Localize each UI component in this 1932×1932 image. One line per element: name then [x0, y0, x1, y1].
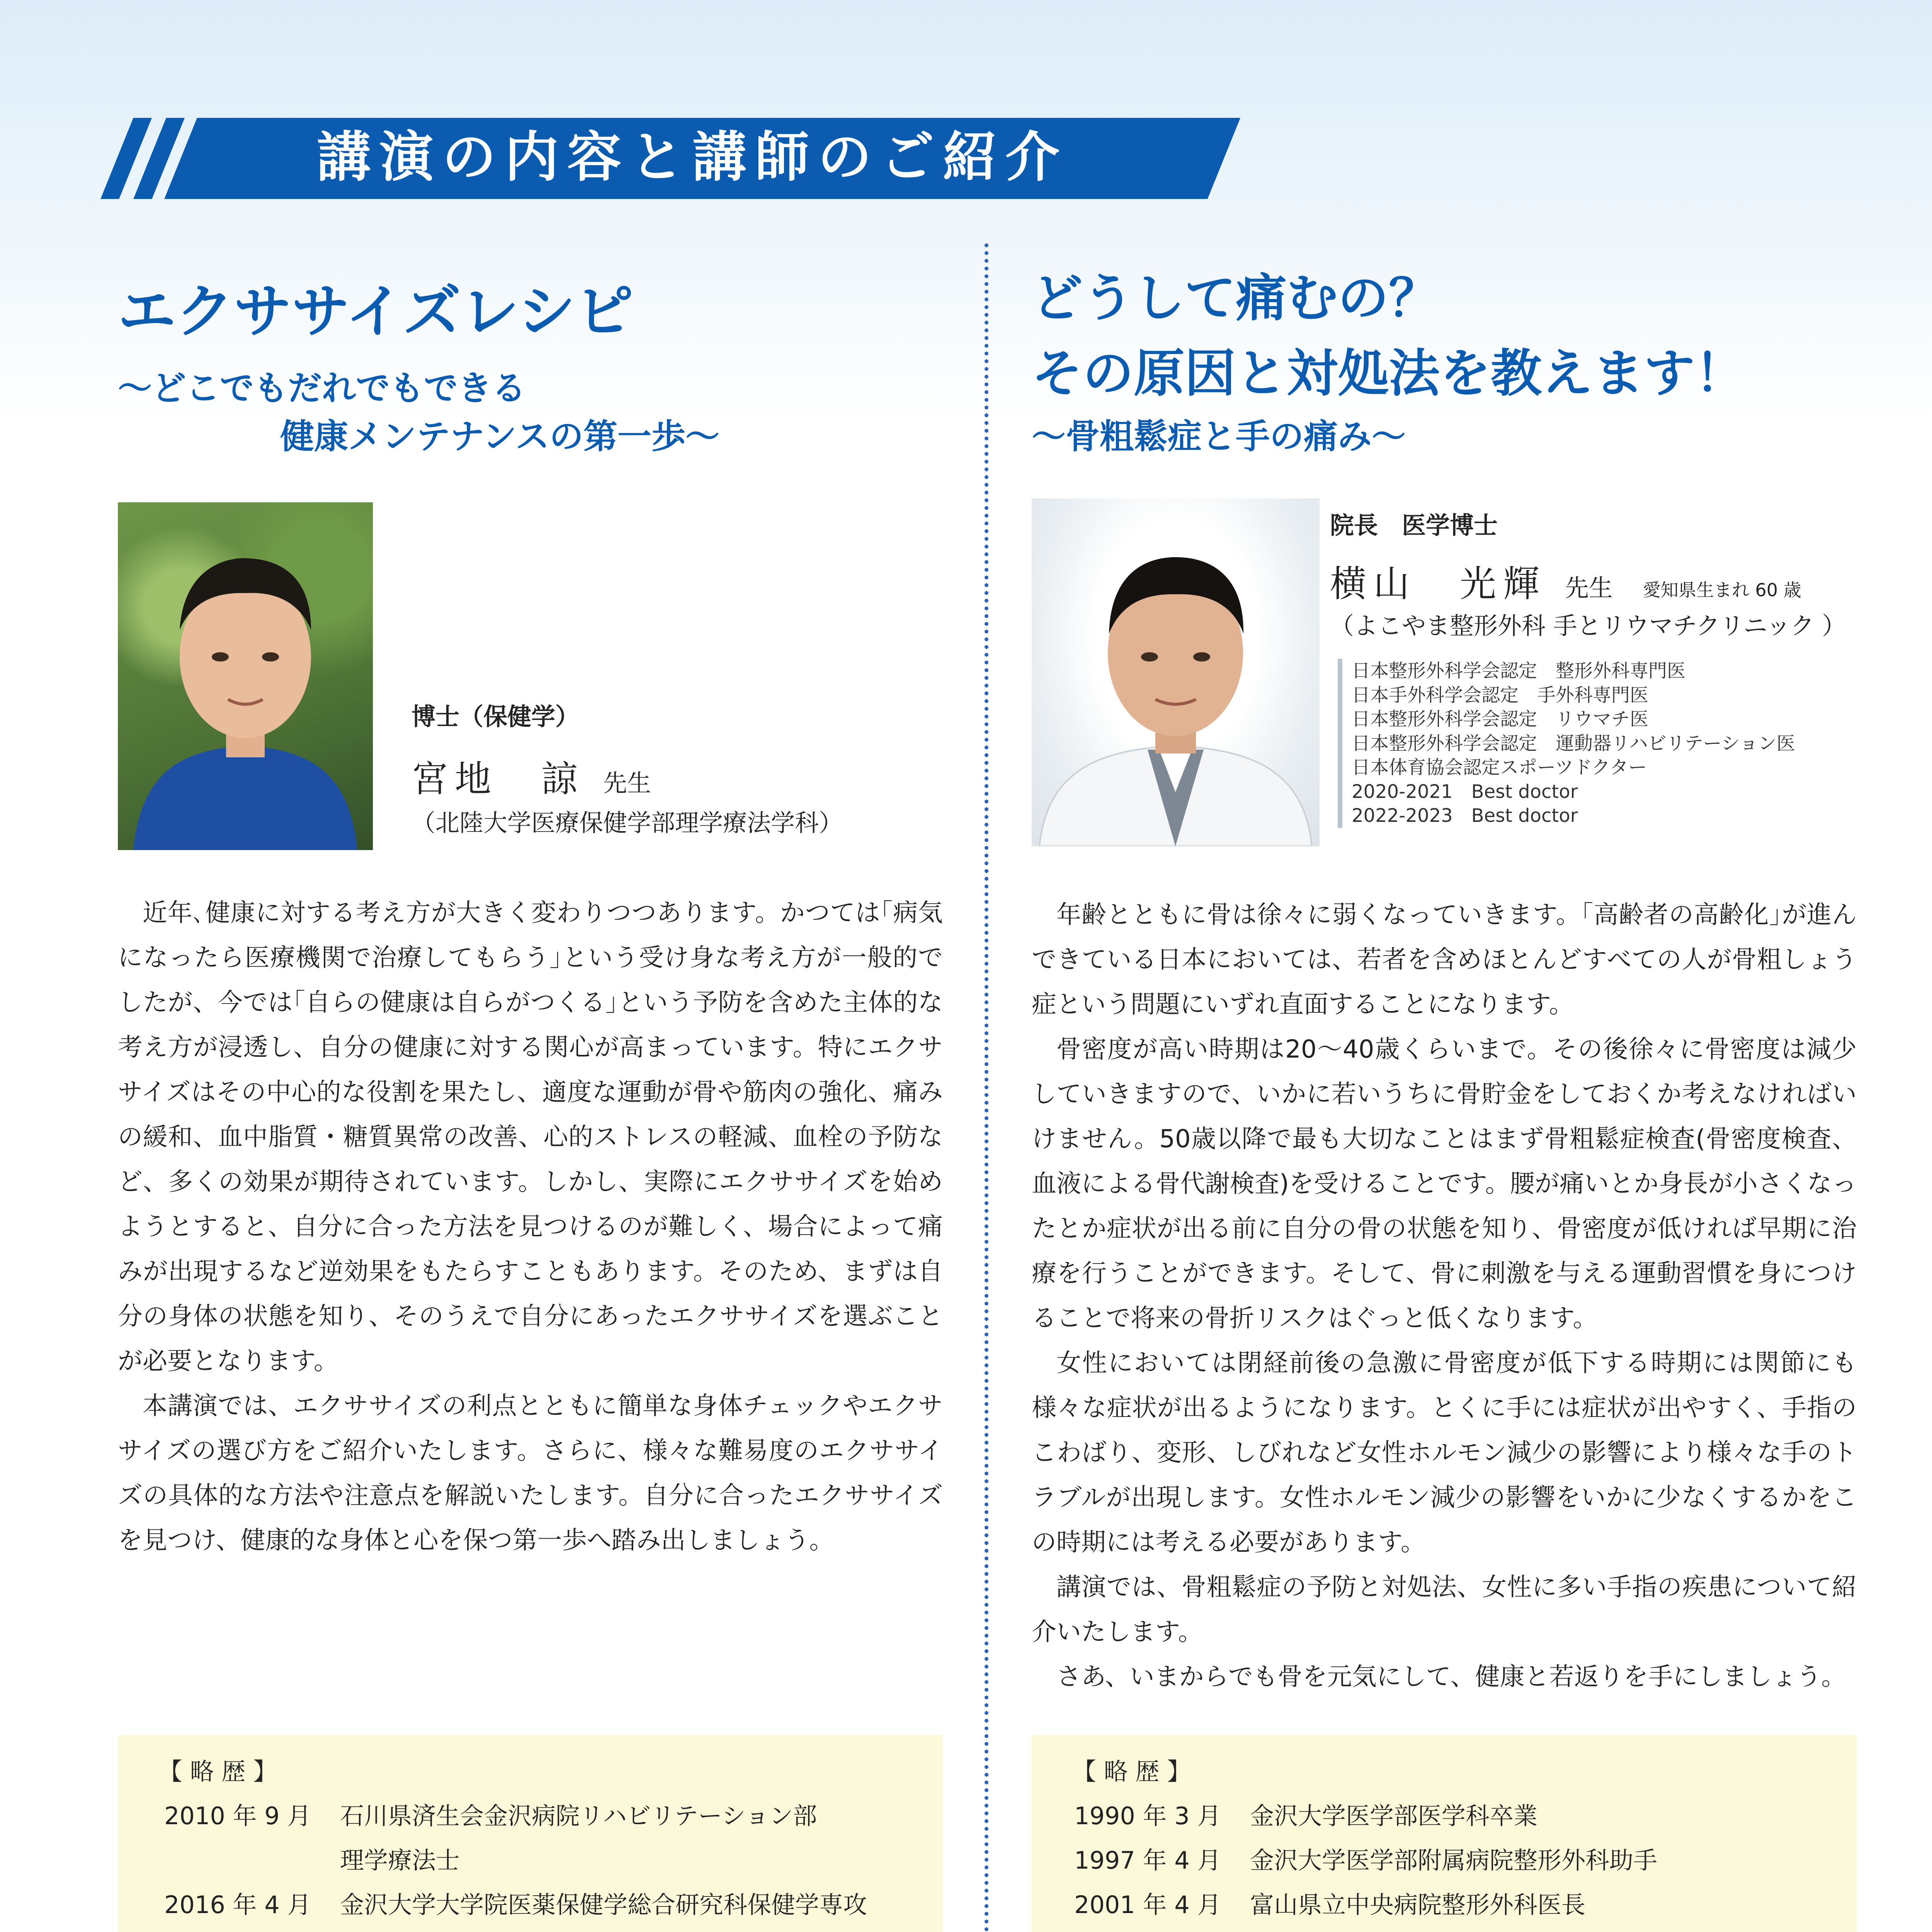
right-subtitle: ～骨粗鬆症と手の痛み～: [1032, 417, 1406, 456]
paragraph: 骨密度が高い時期は20～40歳くらいまで。その後徐々に骨密度は減少していきますので、いかに若いうちに骨貯金をしておくか考えなければいけません。50歳以降で最も大切なことはまず骨粗鬆症検査(骨密度検査、血液による骨代謝検査)を受けることです。腰が痛いとか身長が小さくなったとか症状が出る前に自分の骨の状態を知り、骨密度が低ければ早期に治療を行うことができます。そして、骨に刺激を与える運動習慣を身につけることで将来の骨折リスクはぐっと低くなります。: [1032, 1035, 1857, 1333]
left-title: エクササイズレシピ: [118, 278, 634, 345]
page-title: 講演の内容と講師のご紹介: [317, 126, 1068, 189]
career-row: 1997 年 4 月 金沢大学医学部附属病院整形外科助手: [1074, 1846, 1658, 1874]
left-speaker-name-row: [412, 750, 651, 802]
career-row: 1990 年 3 月 金沢大学医学部医学科卒業: [1074, 1802, 1538, 1830]
left-speaker-degree: 博士（保健学）: [412, 702, 580, 731]
paragraph: 女性においては閉経前後の急激に骨密度が低下する時期には関節にも様々な症状が出るようになります。とくに手には症状が出やすく、手指のこわばり、変形、しびれなど女性ホルモン減少の影響により様々な手のトラブルが出現します。女性ホルモン減少の影響をいかに少なくするかをこの時期には考える必要があります。: [1032, 1349, 1857, 1557]
career-row: [1074, 1930, 1537, 1932]
certification-item: 日本整形外科学会認定 運動器リハビリテーション医: [1352, 732, 1795, 754]
right-speaker-affiliation: （よこやま整形外科 手とリウマチクリニック ）: [1330, 612, 1846, 640]
career-header: 【 略 歴 】: [1072, 1757, 1191, 1786]
paragraph: 本講演では、エクササイズの利点とともに簡単な身体チェックやエクササイズの選び方をご紹介いたします。さらに、様々な難易度のエクササイズの具体的な方法や注意点を解説いたします。自分に合ったエクササイズを見つけ、健康的な身体と心を保つ第一歩へ踏み出しましょう。: [118, 1392, 943, 1555]
certification-item: 日本整形外科学会認定 リウマチ医: [1352, 708, 1649, 730]
right-speaker-name-row: [1330, 554, 1801, 607]
speaker-photo-miyachi: [118, 502, 373, 850]
left-speaker-affiliation: （北陸大学医療保健学部理学療法学科）: [412, 809, 843, 837]
career-row: [164, 1930, 699, 1932]
career-header: 【 略 歴 】: [158, 1757, 277, 1786]
speaker-photo-yokoyama: [1032, 498, 1320, 846]
paragraph: 講演では、骨粗鬆症の予防と対処法、女性に多い手指の疾患について紹介いたします。: [1032, 1573, 1857, 1646]
certification-item: 日本体育協会認定スポーツドクター: [1352, 757, 1647, 778]
career-row: 2016 年 4 月 金沢大学大学院医薬保健学総合研究科保健学専攻: [164, 1891, 867, 1919]
left-subtitle-2: 健康メンテナンスの第一歩～: [280, 417, 719, 456]
right-body-text: [1032, 893, 1857, 1699]
right-speaker-honorific: 先生: [1565, 574, 1613, 602]
career-row: 理学療法士: [340, 1846, 460, 1874]
left-speaker-honorific: 先生: [603, 769, 651, 797]
right-speaker-origin: 愛知県生まれ 60 歳: [1643, 580, 1801, 600]
paragraph: 年齢とともに骨は徐々に弱くなっていきます。｢高齢者の高齢化｣が進んできている日本においては、若者を含めほとんどすべての人が骨粗しょう症という問題にいずれ直面することになります。: [1032, 901, 1857, 1019]
right-speaker-name: 横山 光輝: [1330, 563, 1547, 605]
certification-list: [1338, 659, 1795, 828]
certification-item: 2022-2023 Best doctor: [1352, 805, 1578, 827]
career-row: 2001 年 4 月 富山県立中央病院整形外科医長: [1074, 1891, 1586, 1919]
left-speaker-name: 宮地 諒: [412, 758, 585, 800]
paragraph: 近年､健康に対する考え方が大きく変わりつつあります。かつては｢病気になったら医療機関で治療してもらう｣という受け身な考え方が一般的でしたが、今では｢自らの健康は自らがつくる｣という予防を含めた主体的な考え方が浸透し、自分の健康に対する関心が高まっています。特にエクササイズはその中心的な役割を果たし、適度な運動が骨や筋肉の強化、痛みの緩和、血中脂質・糖質異常の改善、心的ストレスの軽減、血栓の予防など、多くの効果が期待されています。しかし、実際にエクササイズを始めようとすると、自分に合った方法を見つけるのが難しく、場合によって痛みが出現するなど逆効果をもたらすこともあります。そのため、まずは自分の身体の状態を知り、そのうえで自分にあったエクササイズを選ぶことが必要となります。: [118, 899, 943, 1376]
left-body-text: [118, 891, 943, 1563]
left-career-box: [118, 1735, 943, 1932]
right-title-2: その原因と対処法を教えます！: [1032, 344, 1746, 403]
certification-item: 日本整形外科学会認定 整形外科専門医: [1352, 660, 1686, 682]
right-speaker-degree: 院長 医学博士: [1330, 511, 1498, 539]
person-illustration-icon: [118, 502, 373, 850]
career-row: 2010 年 9 月 石川県済生会金沢病院リハビリテーション部: [164, 1802, 817, 1830]
left-subtitle-1: ～どこでもだれでもできる: [118, 368, 526, 408]
right-title-1: どうして痛むの？: [1032, 269, 1440, 328]
right-career-box: [1032, 1735, 1857, 1932]
person-illustration-icon: [1032, 498, 1320, 846]
certification-item: 日本手外科学会認定 手外科専門医: [1352, 684, 1649, 706]
paragraph: さあ、いまからでも骨を元気にして、健康と若返りを手にしましょう。: [1056, 1663, 1846, 1691]
column-divider: [985, 243, 988, 1932]
certification-item: 2020-2021 Best doctor: [1352, 781, 1578, 803]
